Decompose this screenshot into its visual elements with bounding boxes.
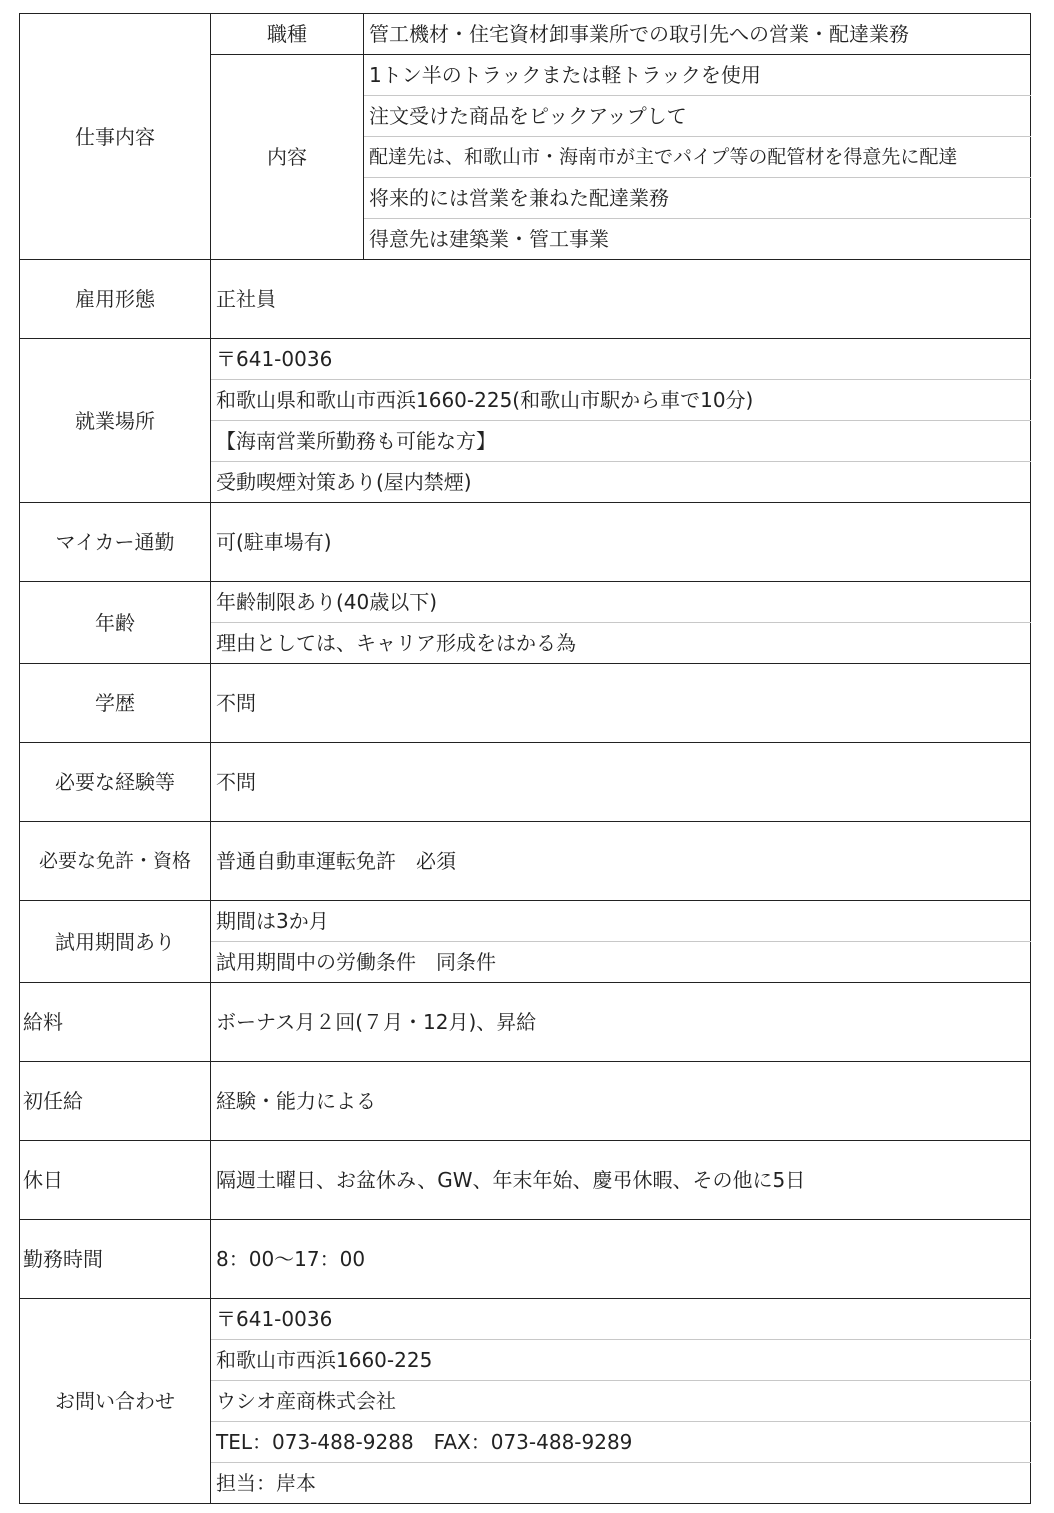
job-type-label: 職種	[211, 14, 364, 55]
job-description-label: 仕事内容	[20, 14, 211, 260]
job-content-line: 得意先は建築業・管工事業	[364, 219, 1031, 260]
experience-value: 不問	[211, 743, 1031, 822]
contact-row	[20, 1299, 1031, 1340]
contact-line: TEL：073-488-9288 FAX：073-488-9289	[211, 1422, 1031, 1463]
job-content-label: 内容	[211, 55, 364, 260]
contact-line: 和歌山市西浜1660-225	[211, 1340, 1031, 1381]
education-value: 不問	[211, 664, 1031, 743]
job-content-line: 配達先は、和歌山市・海南市が主でパイプ等の配管材を得意先に配達	[364, 137, 1031, 178]
workplace-line: 【海南営業所勤務も可能な方】	[211, 421, 1031, 462]
starting-salary-value: 経験・能力による	[211, 1062, 1031, 1141]
trial-line: 試用期間中の労働条件 同条件	[211, 942, 1031, 983]
job-type-row	[20, 14, 1031, 55]
license-label: 必要な免許・資格	[20, 822, 211, 901]
workplace-label: 就業場所	[20, 339, 211, 503]
employment-label: 雇用形態	[20, 260, 211, 339]
holidays-value: 隔週土曜日、お盆休み、GW、年末年始、慶弔休暇、その他に5日	[211, 1141, 1031, 1220]
experience-label: 必要な経験等	[20, 743, 211, 822]
hours-row	[20, 1220, 1031, 1299]
hours-value: 8：00～17：00	[211, 1220, 1031, 1299]
employment-row	[20, 260, 1031, 339]
contact-line: 〒641-0036	[211, 1299, 1031, 1340]
experience-row	[20, 743, 1031, 822]
age-line: 理由としては、キャリア形成をはかる為	[211, 623, 1031, 664]
trial-row	[20, 901, 1031, 942]
car-commute-value: 可(駐車場有)	[211, 503, 1031, 582]
contact-line: 担当：岸本	[211, 1463, 1031, 1504]
education-label: 学歴	[20, 664, 211, 743]
hours-label: 勤務時間	[20, 1220, 211, 1299]
salary-value: ボーナス月２回(７月・12月)、昇給	[211, 983, 1031, 1062]
holidays-label: 休日	[20, 1141, 211, 1220]
trial-label: 試用期間あり	[20, 901, 211, 983]
car-commute-label: マイカー通勤	[20, 503, 211, 582]
job-type-value: 管工機材・住宅資材卸事業所での取引先への営業・配達業務	[364, 14, 1031, 55]
employment-value: 正社員	[211, 260, 1031, 339]
starting-salary-row	[20, 1062, 1031, 1141]
job-content-line: 将来的には営業を兼ねた配達業務	[364, 178, 1031, 219]
education-row	[20, 664, 1031, 743]
job-content-line: 1トン半のトラックまたは軽トラックを使用	[364, 55, 1031, 96]
age-label: 年齢	[20, 582, 211, 664]
job-listing-table	[19, 13, 1031, 1504]
license-value: 普通自動車運転免許 必須	[211, 822, 1031, 901]
contact-line: ウシオ産商株式会社	[211, 1381, 1031, 1422]
car-commute-row	[20, 503, 1031, 582]
workplace-row	[20, 339, 1031, 380]
workplace-line: 〒641-0036	[211, 339, 1031, 380]
salary-row	[20, 983, 1031, 1062]
age-row	[20, 582, 1031, 623]
contact-label: お問い合わせ	[20, 1299, 211, 1504]
age-line: 年齢制限あり(40歳以下)	[211, 582, 1031, 623]
starting-salary-label: 初任給	[20, 1062, 211, 1141]
trial-line: 期間は3か月	[211, 901, 1031, 942]
salary-label: 給料	[20, 983, 211, 1062]
job-content-line: 注文受けた商品をピックアップして	[364, 96, 1031, 137]
workplace-line: 和歌山県和歌山市西浜1660-225(和歌山市駅から車で10分)	[211, 380, 1031, 421]
license-row	[20, 822, 1031, 901]
workplace-line: 受動喫煙対策あり(屋内禁煙)	[211, 462, 1031, 503]
holidays-row	[20, 1141, 1031, 1220]
